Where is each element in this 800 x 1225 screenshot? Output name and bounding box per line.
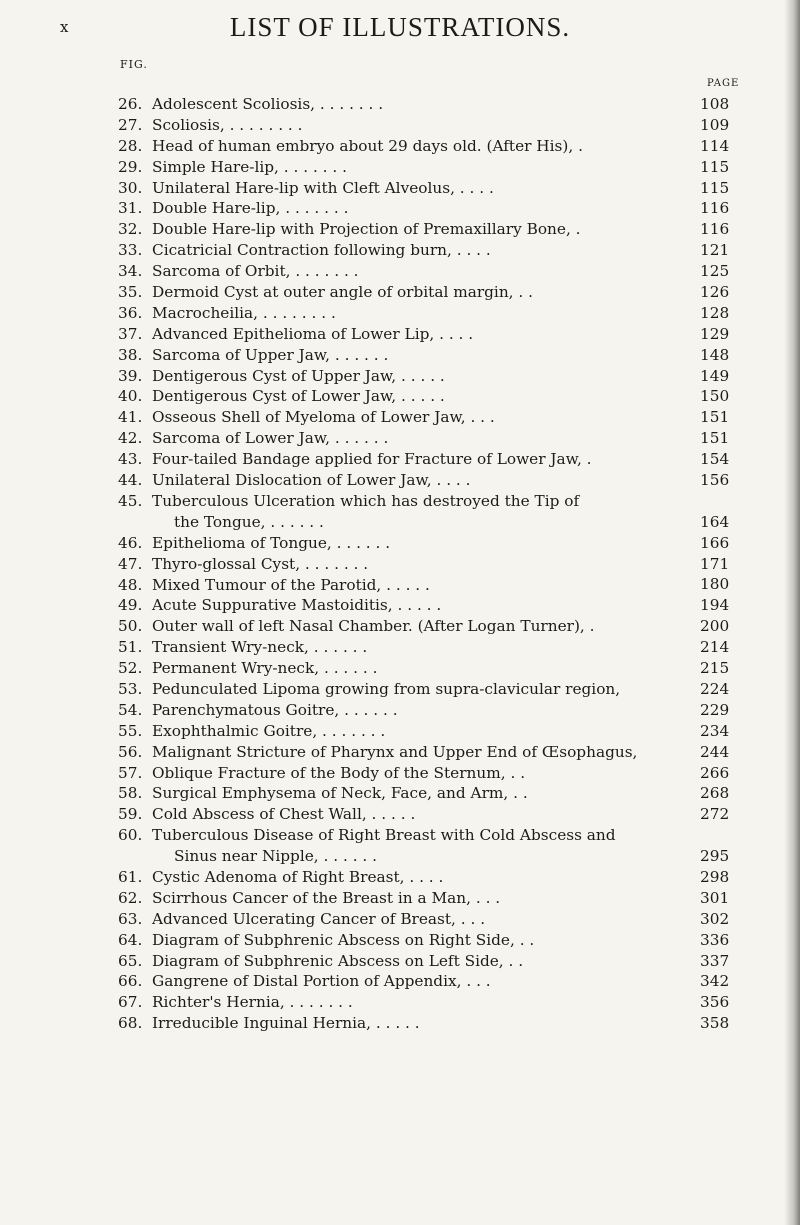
page-reference: 215	[700, 659, 730, 678]
figure-title-line: Outer wall of left Nasal Chamber. (After Logan Turner), .	[152, 617, 595, 636]
page-reference: 164	[700, 512, 730, 531]
figure-number: 54.	[118, 700, 143, 719]
page-reference: 156	[700, 471, 730, 490]
page-reference: 234	[700, 721, 730, 740]
list-item	[0, 742, 800, 763]
figure-title-line: Sarcoma of Upper Jaw, . . . . . .	[152, 345, 389, 364]
page-reference: 224	[700, 679, 730, 698]
list-item	[0, 951, 800, 972]
figure-number: 46.	[118, 533, 143, 552]
list-item	[0, 491, 800, 533]
list-item	[0, 282, 800, 303]
figure-title-line: Thyro-glossal Cyst, . . . . . . .	[152, 554, 369, 573]
page-reference: 295	[700, 847, 730, 866]
page-reference: 214	[700, 638, 730, 657]
list-item	[0, 992, 800, 1013]
figure-title-line: Simple Hare-lip, . . . . . . .	[152, 157, 347, 176]
figure-title	[152, 178, 672, 199]
list-item	[0, 679, 800, 700]
figure-title-line: Adolescent Scoliosis, . . . . . . .	[152, 95, 384, 113]
figure-title	[152, 992, 672, 1013]
figure-number: 67.	[118, 993, 143, 1012]
page-column-label: PAGE	[707, 78, 740, 89]
list-item	[0, 219, 800, 240]
figure-title-line: Scoliosis, . . . . . . . .	[152, 115, 303, 134]
page-reference: 336	[700, 930, 730, 949]
figure-title-line: Four-tailed Bandage applied for Fracture of Lower Jaw, .	[152, 450, 592, 469]
page-reference: 301	[700, 888, 730, 907]
list-item	[0, 407, 800, 428]
figure-title-line: Sarcoma of Orbit, . . . . . . .	[152, 262, 359, 281]
figure-title-line: Dentigerous Cyst of Upper Jaw, . . . . .	[152, 366, 445, 385]
page-reference: 126	[700, 283, 730, 301]
page-reference: 109	[700, 115, 730, 134]
page-reference: 116	[700, 220, 730, 239]
figure-title-line: Osseous Shell of Myeloma of Lower Jaw, . . .	[152, 408, 495, 427]
figure-title	[152, 366, 672, 387]
list-item	[0, 449, 800, 470]
figure-title-line: Unilateral Hare-lip with Cleft Alveolus, . . . .	[152, 178, 494, 197]
figure-title	[152, 470, 672, 491]
figure-title-line: Epithelioma of Tongue, . . . . . .	[152, 533, 391, 552]
figure-number: 66.	[118, 972, 143, 991]
figure-title	[152, 94, 672, 115]
figure-title	[152, 721, 672, 742]
figure-number: 64.	[118, 930, 143, 949]
figure-title-line: Acute Suppurative Mastoiditis, . . . . .	[152, 596, 442, 615]
running-head: LIST OF ILLUSTRATIONS.	[229, 12, 571, 42]
list-item	[0, 428, 800, 449]
page-edge-shadow	[784, 0, 800, 1225]
list-item	[0, 115, 800, 136]
figure-title	[152, 679, 672, 700]
figure-title	[152, 930, 672, 951]
figure-number: 30.	[118, 178, 143, 197]
figure-number: 65.	[118, 951, 143, 970]
figure-title	[152, 554, 672, 575]
figure-number: 56.	[118, 742, 143, 761]
page-reference: 125	[700, 262, 730, 281]
figure-title-line: Permanent Wry-neck, . . . . . .	[152, 659, 378, 678]
list-item	[0, 575, 800, 596]
list-item	[0, 658, 800, 679]
page-reference: 266	[700, 763, 730, 782]
page-reference: 244	[700, 742, 730, 761]
figure-number: 41.	[118, 408, 143, 427]
list-item	[0, 721, 800, 742]
page-reference: 121	[700, 241, 730, 260]
figure-title-line: Scirrhous Cancer of the Breast in a Man, . . .	[152, 888, 501, 907]
figure-title-line: Richter's Hernia, . . . . . . .	[152, 993, 353, 1012]
figure-title	[152, 595, 672, 616]
list-item	[0, 157, 800, 178]
figure-title-line: Tuberculous Ulceration which has destroyed the Tip of	[152, 491, 580, 510]
figure-title-line: Mixed Tumour of the Parotid, . . . . .	[152, 575, 430, 594]
figure-title-line: Sarcoma of Lower Jaw, . . . . . .	[152, 429, 389, 448]
figure-title-continuation: Sinus near Nipple, . . . . . .	[174, 847, 378, 866]
figure-number: 32.	[118, 220, 143, 239]
page-reference: 115	[700, 157, 730, 176]
page-reference: 154	[700, 450, 730, 469]
page-reference: 149	[700, 366, 730, 385]
figure-title-line: Head of human embryo about 29 days old. (After His), .	[152, 136, 583, 155]
list-item	[0, 1013, 800, 1034]
figure-title	[152, 428, 672, 449]
page-reference: 166	[700, 533, 730, 552]
figure-number: 60.	[118, 826, 143, 845]
page-reference: 148	[700, 345, 730, 364]
figure-title	[152, 240, 672, 261]
page-number: x	[60, 18, 70, 36]
figure-number: 31.	[118, 199, 143, 218]
list-item	[0, 198, 800, 219]
list-item	[0, 595, 800, 616]
page-reference: 342	[700, 972, 730, 991]
figure-number: 45.	[118, 491, 143, 510]
fig-column-label: FIG.	[120, 58, 148, 71]
page-reference: 302	[700, 909, 730, 928]
figure-title-line: Dermoid Cyst at outer angle of orbital margin, . .	[152, 283, 533, 302]
figure-title-line: Cicatricial Contraction following burn, . . . .	[152, 241, 491, 260]
figure-title	[152, 491, 672, 533]
page-reference: 150	[700, 387, 730, 406]
figure-number: 55.	[118, 721, 143, 740]
list-item	[0, 554, 800, 575]
list-item	[0, 825, 800, 867]
list-item	[0, 94, 800, 115]
figure-number: 44.	[118, 471, 143, 490]
page-reference: 272	[700, 805, 730, 824]
page-reference: 358	[700, 1014, 730, 1033]
figure-title	[152, 825, 672, 867]
figure-title	[152, 533, 672, 554]
figure-title-line: Parenchymatous Goitre, . . . . . .	[152, 700, 398, 719]
figure-number: 57.	[118, 763, 143, 782]
figure-title	[152, 700, 672, 721]
figure-title	[152, 261, 672, 282]
figure-number: 48.	[118, 575, 143, 594]
figure-title	[152, 449, 672, 470]
figure-number: 62.	[118, 888, 143, 907]
page-reference: 356	[700, 993, 730, 1012]
figure-number: 63.	[118, 909, 143, 928]
figure-title-line: Cold Abscess of Chest Wall, . . . . .	[152, 805, 416, 824]
page-reference: 151	[700, 429, 730, 448]
figure-title	[152, 804, 672, 825]
figure-title	[152, 971, 672, 992]
page-reference: 194	[700, 596, 730, 615]
list-item	[0, 470, 800, 491]
figure-number: 43.	[118, 450, 143, 469]
figure-title	[152, 658, 672, 679]
list-item	[0, 804, 800, 825]
list-item	[0, 637, 800, 658]
list-item	[0, 345, 800, 366]
figure-title-line: Diagram of Subphrenic Abscess on Right Side, . .	[152, 930, 535, 949]
list-item	[0, 971, 800, 992]
illustration-list	[0, 94, 800, 1034]
list-item	[0, 763, 800, 784]
page-reference: 116	[700, 199, 730, 218]
figure-title	[152, 407, 672, 428]
figure-title	[152, 888, 672, 909]
figure-number: 47.	[118, 554, 143, 573]
figure-title	[152, 742, 672, 763]
page-reference: 114	[700, 136, 730, 155]
figure-title-line: Gangrene of Distal Portion of Appendix, . . .	[152, 972, 491, 991]
figure-title	[152, 386, 672, 407]
figure-number: 26.	[118, 95, 143, 113]
figure-number: 39.	[118, 366, 143, 385]
figure-title-line: Double Hare-lip, . . . . . . .	[152, 199, 349, 218]
figure-title-line: Cystic Adenoma of Right Breast, . . . .	[152, 867, 444, 886]
page-reference: 151	[700, 408, 730, 427]
list-item	[0, 700, 800, 721]
figure-title-line: Pedunculated Lipoma growing from supra-clavicular region,	[152, 679, 621, 698]
list-item	[0, 930, 800, 951]
page-reference: 129	[700, 324, 730, 343]
figure-title-line: Double Hare-lip with Projection of Premaxillary Bone, .	[152, 220, 581, 239]
figure-title	[152, 198, 672, 219]
figure-title-line: Advanced Epithelioma of Lower Lip, . . . .	[152, 324, 474, 343]
page-reference: 128	[700, 303, 730, 322]
page-reference: 180	[700, 575, 730, 594]
list-item	[0, 616, 800, 637]
figure-title	[152, 951, 672, 972]
figure-number: 68.	[118, 1014, 143, 1033]
figure-title-line: Diagram of Subphrenic Abscess on Left Side, . .	[152, 951, 524, 970]
figure-title-line: Malignant Stricture of Pharynx and Upper End of Œsophagus,	[152, 742, 638, 761]
figure-number: 52.	[118, 659, 143, 678]
figure-title	[152, 575, 672, 596]
list-item	[0, 261, 800, 282]
figure-title	[152, 867, 672, 888]
figure-number: 33.	[118, 241, 143, 260]
list-item	[0, 386, 800, 407]
list-item	[0, 867, 800, 888]
figure-title	[152, 1013, 672, 1034]
figure-title-line: Macrocheilia, . . . . . . . .	[152, 303, 336, 322]
figure-title-line: Unilateral Dislocation of Lower Jaw, . . . .	[152, 471, 471, 490]
figure-title-line: Tuberculous Disease of Right Breast with Cold Abscess and	[152, 826, 616, 845]
list-item	[0, 324, 800, 345]
figure-title	[152, 345, 672, 366]
figure-title	[152, 136, 672, 157]
figure-title-line: Surgical Emphysema of Neck, Face, and Arm, . .	[152, 784, 528, 803]
figure-number: 35.	[118, 283, 143, 302]
figure-number: 38.	[118, 345, 143, 364]
figure-title-line: Advanced Ulcerating Cancer of Breast, . . .	[152, 909, 486, 928]
figure-number: 28.	[118, 136, 143, 155]
list-item	[0, 783, 800, 804]
figure-number: 51.	[118, 638, 143, 657]
figure-title	[152, 616, 672, 637]
list-item	[0, 240, 800, 261]
list-item	[0, 533, 800, 554]
figure-number: 61.	[118, 867, 143, 886]
page-reference: 268	[700, 784, 730, 803]
figure-number: 58.	[118, 784, 143, 803]
figure-title	[152, 157, 672, 178]
figure-title	[152, 637, 672, 658]
figure-title	[152, 282, 672, 303]
figure-number: 59.	[118, 805, 143, 824]
figure-number: 50.	[118, 617, 143, 636]
list-item	[0, 909, 800, 930]
figure-title-continuation: the Tongue, . . . . . .	[174, 512, 324, 531]
list-item	[0, 136, 800, 157]
figure-number: 53.	[118, 679, 143, 698]
figure-title-line: Irreducible Inguinal Hernia, . . . . .	[152, 1014, 420, 1033]
figure-number: 42.	[118, 429, 143, 448]
page-reference: 108	[700, 94, 730, 113]
figure-number: 29.	[118, 157, 143, 176]
figure-number: 40.	[118, 387, 143, 406]
figure-title	[152, 219, 672, 240]
page-reference: 298	[700, 867, 730, 886]
figure-title-line: Oblique Fracture of the Body of the Sternum, . .	[152, 763, 526, 782]
figure-number: 37.	[118, 324, 143, 343]
figure-number: 36.	[118, 303, 143, 322]
figure-number: 49.	[118, 596, 143, 615]
figure-title	[152, 763, 672, 784]
figure-title-line: Exophthalmic Goitre, . . . . . . .	[152, 721, 386, 740]
page-reference: 229	[700, 700, 730, 719]
figure-title-line: Dentigerous Cyst of Lower Jaw, . . . . .	[152, 387, 445, 406]
page-reference: 200	[700, 617, 730, 636]
figure-number: 27.	[118, 115, 143, 134]
figure-title-line: Transient Wry-neck, . . . . . .	[152, 638, 368, 657]
figure-title	[152, 783, 672, 804]
list-item	[0, 303, 800, 324]
page-reference: 115	[700, 178, 730, 197]
list-item	[0, 366, 800, 387]
list-item	[0, 178, 800, 199]
figure-number: 34.	[118, 262, 143, 281]
figure-title	[152, 115, 672, 136]
page-reference: 337	[700, 951, 730, 970]
figure-title	[152, 303, 672, 324]
list-item	[0, 888, 800, 909]
figure-title	[152, 909, 672, 930]
figure-title	[152, 324, 672, 345]
page-reference: 171	[700, 554, 730, 573]
